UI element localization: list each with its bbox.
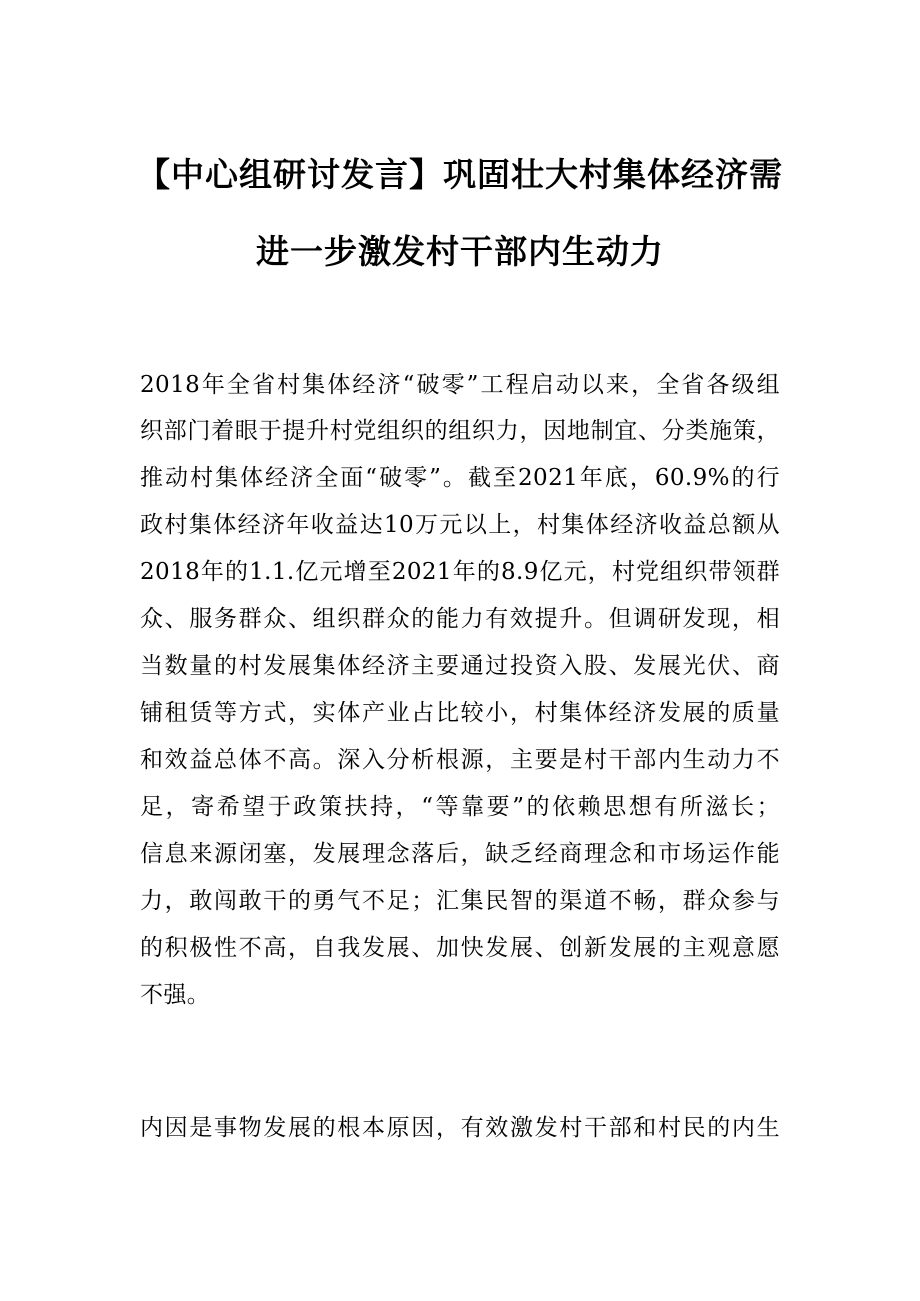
paragraph-1-line-2: 织部门着眼于提升村党组织的组织力，因地制宜、分类施策，: [140, 418, 780, 444]
paragraph-1-line-10: 足，寄希望于政策扶持，“等靠要”的依赖思想有所滋长；: [140, 794, 780, 820]
paragraph-1-line-7: 当数量的村发展集体经济主要通过投资入股、发展光伏、商: [140, 653, 780, 679]
paragraph-1-line-6: 众、服务群众、组织群众的能力有效提升。但调研发现，相: [140, 606, 780, 632]
paragraph-1-line-11: 信息来源闭塞，发展理念落后，缺乏经商理念和市场运作能: [140, 841, 780, 867]
paragraph-1-line-14: 不强。: [140, 982, 211, 1008]
paragraph-1-line-9: 和效益总体不高。深入分析根源，主要是村干部内生动力不: [140, 747, 780, 773]
paragraph-1-line-13: 的积极性不高，自我发展、加快发展、创新发展的主观意愿: [140, 935, 780, 961]
paragraph-1-line-1: 2018年全省村集体经济“破零”工程启动以来，全省各级组: [140, 372, 780, 398]
document-title-line-1: 【中心组研讨发言】巩固壮大村集体经济需: [137, 155, 783, 194]
paragraph-1-line-3: 推动村集体经济全面“破零”。截至2021年底，60.9%的行: [140, 465, 780, 491]
paragraph-1-line-4: 政村集体经济年收益达10万元以上，村集体经济收益总额从: [140, 512, 780, 538]
paragraph-2-line-1: 内因是事物发展的根本原因，有效激发村干部和村民的内生: [140, 1115, 780, 1141]
paragraph-1-line-8: 铺租赁等方式，实体产业占比较小，村集体经济发展的质量: [140, 700, 780, 726]
document-title-line-2: 进一步激发村干部内生动力: [256, 232, 664, 271]
paragraph-1-line-5: 2018年的1.1.亿元增至2021年的8.9亿元，村党组织带领群: [140, 559, 780, 585]
paragraph-1-line-12: 力，敢闯敢干的勇气不足；汇集民智的渠道不畅，群众参与: [140, 888, 780, 914]
